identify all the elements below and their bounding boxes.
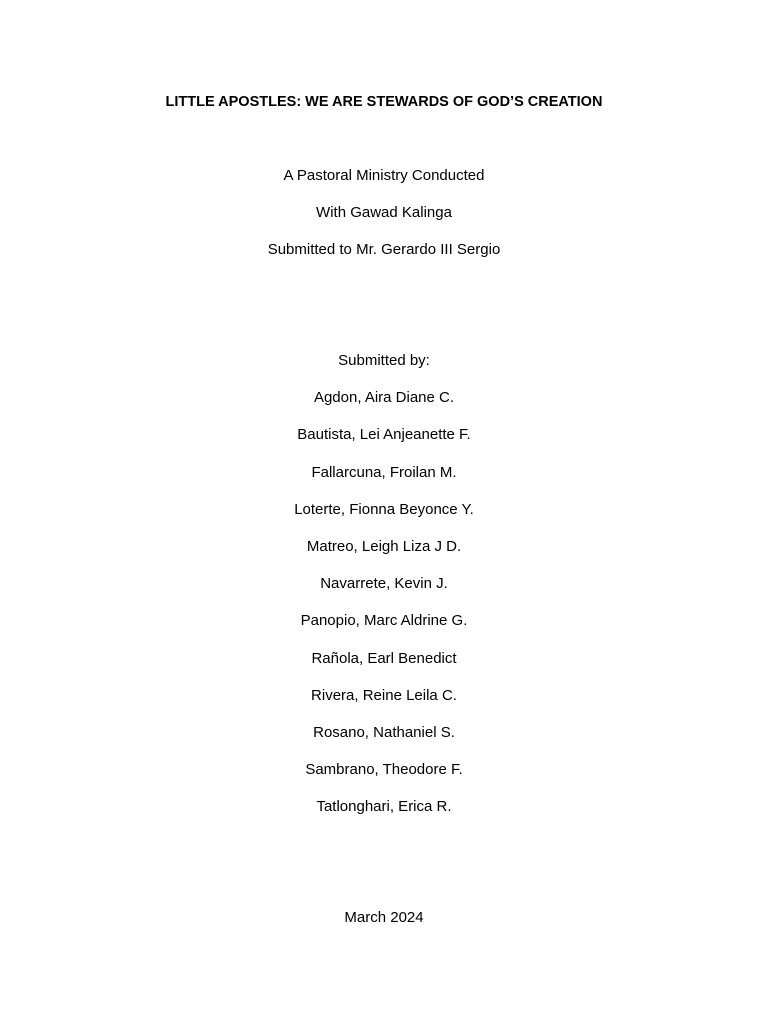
- author-name: Panopio, Marc Aldrine G.: [300, 612, 468, 630]
- author-name: Matreo, Leigh Liza J D.: [306, 537, 462, 555]
- author-name: Rosano, Nathaniel S.: [313, 723, 455, 741]
- subtitle-line-ministry: A Pastoral Ministry Conducted: [283, 167, 485, 184]
- author-name: Navarrete, Kevin J.: [320, 575, 448, 593]
- author-name: Bautista, Lei Anjeanette F.: [297, 426, 471, 444]
- submission-date: March 2024: [344, 909, 424, 926]
- subtitle-line-partner: With Gawad Kalinga: [316, 204, 452, 221]
- document-title: LITTLE APOSTLES: WE ARE STEWARDS OF GOD’S CREATION: [165, 94, 603, 110]
- author-name: Rivera, Reine Leila C.: [311, 686, 457, 704]
- author-name: Loterte, Fionna Beyonce Y.: [294, 500, 474, 518]
- author-name: Rañola, Earl Benedict: [311, 649, 457, 667]
- subtitle-line-submitted-to: Submitted to Mr. Gerardo III Sergio: [267, 241, 501, 258]
- author-name: Sambrano, Theodore F.: [305, 761, 463, 779]
- author-name: Agdon, Aira Diane C.: [313, 389, 455, 407]
- author-list: [0, 352, 768, 835]
- author-name: Tatlonghari, Erica R.: [316, 798, 452, 816]
- author-name: Fallarcuna, Froilan M.: [311, 463, 457, 481]
- submitted-by-label: Submitted by:: [338, 352, 430, 369]
